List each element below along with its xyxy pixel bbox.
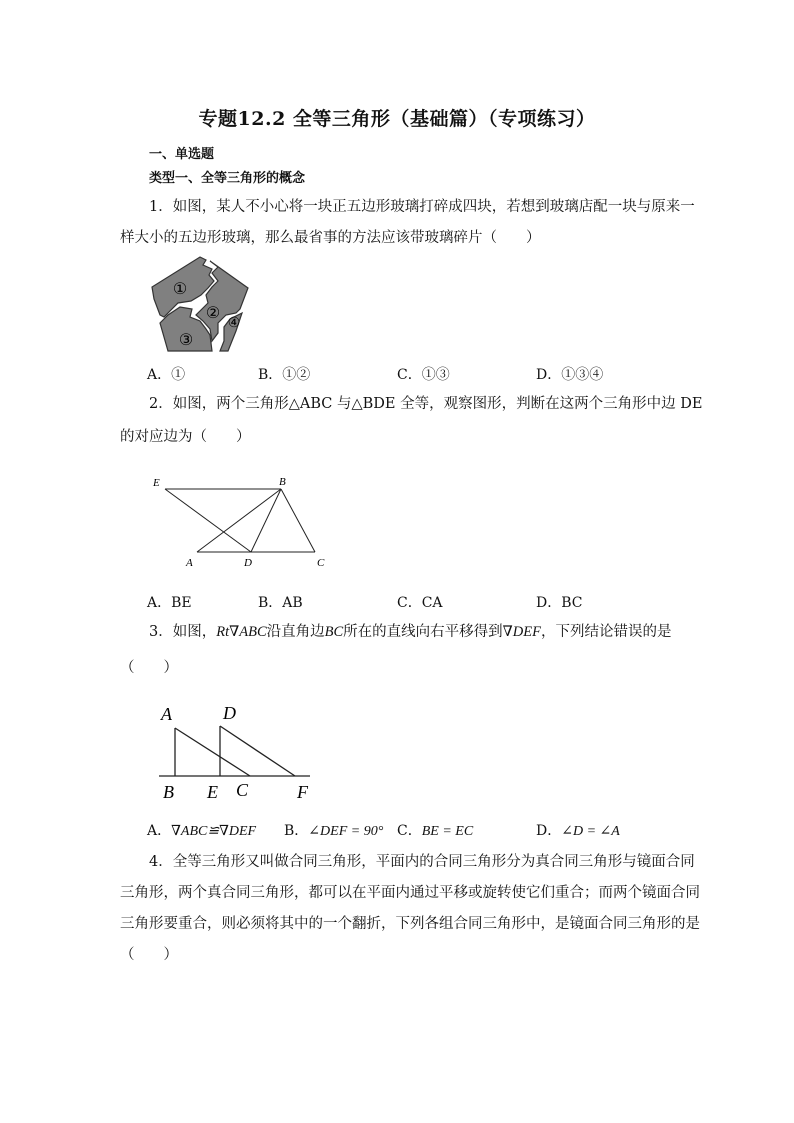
q3-math-rt-abc: Rt∇ABC [216,624,267,640]
q1-option-a[interactable]: A．① [147,367,186,383]
q4-line4: （ ） [120,947,178,963]
segment-ed [165,489,251,552]
q4-line1: 4．全等三角形又叫做合同三角形，平面内的合同三角形分为真合同三角形与镜面合同 [149,854,695,870]
label-b: B [163,782,174,802]
q3-line2: （ ） [120,660,178,676]
pentagon-figure [146,255,256,355]
q4-line2: 三角形，两个真合同三角形，都可以在平面内通过平移或旋转使它们重合；而两个镜面合同 [120,885,700,901]
q3-option-b-letter: B． [284,823,309,839]
q3-option-d[interactable] [536,820,620,840]
segment-bc [281,489,315,552]
q2-option-c[interactable]: C．CA [397,595,443,611]
q3-line1 [149,622,671,642]
q3-option-d-math: ∠D = ∠A [561,824,620,839]
q3-option-a[interactable] [147,820,256,840]
label-d: D [244,557,252,569]
q3-prefix: 3．如图， [149,624,217,640]
q3-post: ，下列结论错误的是 [540,624,672,640]
q1-line1: 1．如图，某人不小心将一块正五边形玻璃打碎成四块，若想到玻璃店配一块与原来一 [149,199,695,215]
q3-math-def: ∇DEF [502,624,541,640]
q3-option-b-math: ∠DEF = 90° [308,824,384,839]
label-a: A [161,704,172,724]
q1-line2: 样大小的五边形玻璃，那么最省事的方法应该带玻璃碎片（ ） [120,230,541,246]
piece-label-3: ③ [178,332,194,349]
q3-mid1: 沿直角边 [266,624,325,640]
segment-df [220,726,295,776]
q3-option-c[interactable] [397,820,473,840]
translation-figure [155,700,325,804]
section-heading: 一、单选题 [149,147,215,162]
q3-option-c-math: BE = EC [421,824,474,839]
label-c: C [236,780,249,800]
segment-ac [175,728,250,776]
q1-option-b[interactable]: B．①② [258,367,311,383]
q3-option-b[interactable] [284,820,383,840]
label-a: A [186,557,193,569]
label-d: D [223,703,236,723]
label-b: B [279,476,286,488]
q2-line2: 的对应边为（ ） [120,429,251,445]
q2-option-b[interactable]: B．AB [258,595,303,611]
piece-label-4: ④ [227,316,241,331]
q3-math-bc: BC [324,624,344,640]
q2-option-a[interactable]: A．BE [147,595,192,611]
piece-label-2: ② [205,305,221,322]
q1-option-c[interactable]: C．①③ [397,367,450,383]
label-e: E [153,477,160,489]
segment-ab [197,489,281,552]
q2-line1: 2．如图，两个三角形△ABC 与△BDE 全等，观察图形，判断在这两个三角形中边 DE [149,396,703,412]
q4-line3: 三角形要重合，则必须将其中的一个翻折，下列各组合同三角形中，是镜面合同三角形的是 [120,916,700,932]
label-c: C [317,557,325,569]
q3-option-d-letter: D． [536,823,562,839]
q3-option-c-letter: C． [397,823,422,839]
segment-db [251,489,281,552]
q3-mid2: 所在的直线向右平移得到 [343,624,503,640]
piece-label-1: ① [172,281,188,298]
page-title: 专题12.2 全等三角形（基础篇）（专项练习） [198,108,596,130]
label-f: F [297,782,308,802]
triangles-figure [145,470,340,575]
q2-option-d[interactable]: D．BC [536,595,583,611]
label-e: E [207,782,218,802]
type-heading: 类型一、全等三角形的概念 [149,171,306,186]
q1-option-d[interactable]: D．①③④ [536,367,604,383]
q3-option-a-letter: A． [147,823,172,839]
q3-option-a-math: ∇ABC≌∇DEF [171,824,257,839]
